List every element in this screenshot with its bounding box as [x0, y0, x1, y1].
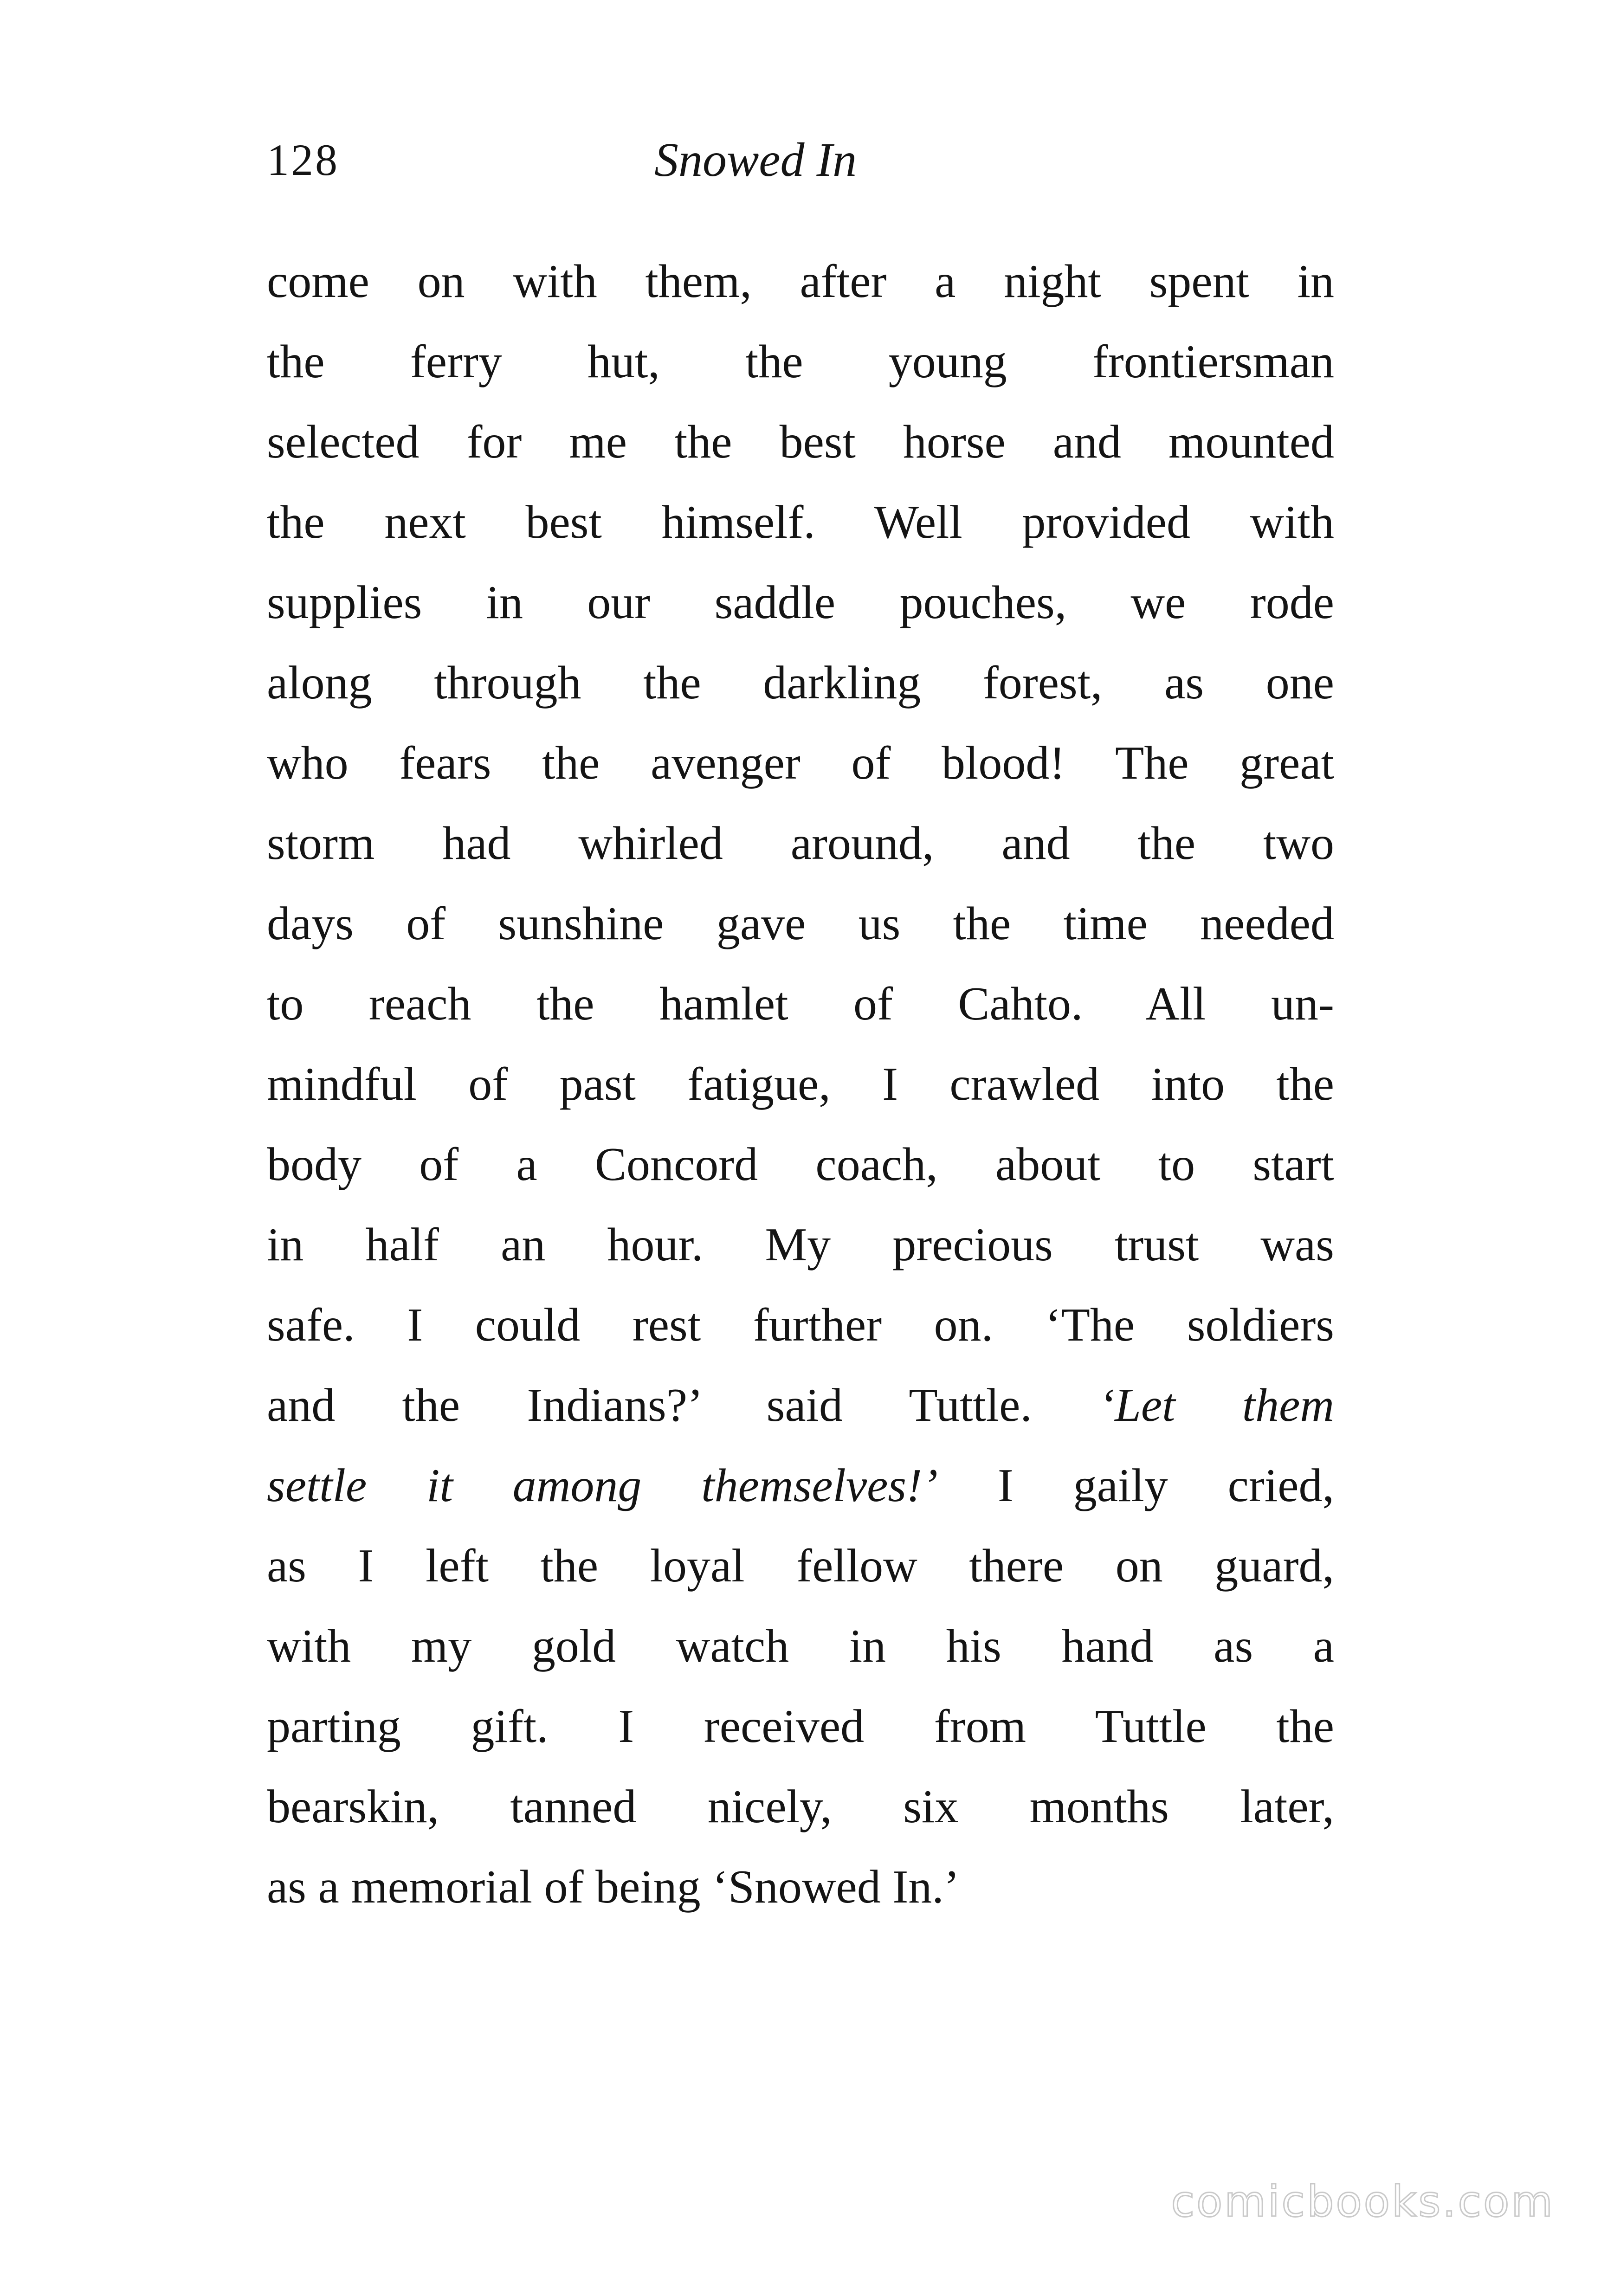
- italic-quote: settle it among themselves!’: [267, 1459, 938, 1512]
- text-line: as a memorial of being ‘Snowed In.’: [267, 1861, 960, 1913]
- text-line: [267, 1365, 1334, 1445]
- text-line: who fears the avenger of blood! The great: [267, 737, 1334, 789]
- text-line: days of sunshine gave us the time needed: [267, 897, 1334, 950]
- text-line: mindful of past fatigue, I crawled into the: [267, 1058, 1334, 1110]
- text-line: to reach the hamlet of Cahto. All un-: [267, 978, 1334, 1030]
- text-line: in half an hour. My precious trust was: [267, 1219, 1334, 1271]
- text-line: safe. I could rest further on. ‘The soldiers: [267, 1299, 1334, 1351]
- text-line: along through the darkling forest, as one: [267, 657, 1334, 709]
- body-text: [267, 241, 1334, 1927]
- text-line: the ferry hut, the young frontiersman: [267, 335, 1334, 388]
- watermark: comicbooks.com: [1171, 2177, 1555, 2226]
- text-line: bearskin, tanned nicely, six months later,: [267, 1780, 1334, 1833]
- text-line: selected for me the best horse and mounted: [267, 416, 1334, 468]
- text-line: with my gold watch in his hand as a: [267, 1620, 1334, 1672]
- italic-quote: ‘Let them: [1099, 1379, 1335, 1432]
- line-text: and the Indians?’ said Tuttle.: [267, 1379, 1099, 1432]
- text-line: as I left the loyal fellow there on guard,: [267, 1540, 1334, 1592]
- text-line: storm had whirled around, and the two: [267, 817, 1334, 870]
- text-line: the next best himself. Well provided with: [267, 496, 1334, 548]
- text-line: body of a Concord coach, about to start: [267, 1138, 1334, 1191]
- text-line: come on with them, after a night spent in: [267, 255, 1334, 308]
- text-line: supplies in our saddle pouches, we rode: [267, 576, 1334, 629]
- page-number: 128: [267, 135, 339, 185]
- text-line: [267, 1445, 1334, 1526]
- running-head: [0, 130, 1601, 190]
- text-line: parting gift. I received from Tuttle the: [267, 1700, 1334, 1753]
- running-title: Snowed In: [654, 133, 857, 187]
- line-text: I gaily cried,: [938, 1459, 1334, 1512]
